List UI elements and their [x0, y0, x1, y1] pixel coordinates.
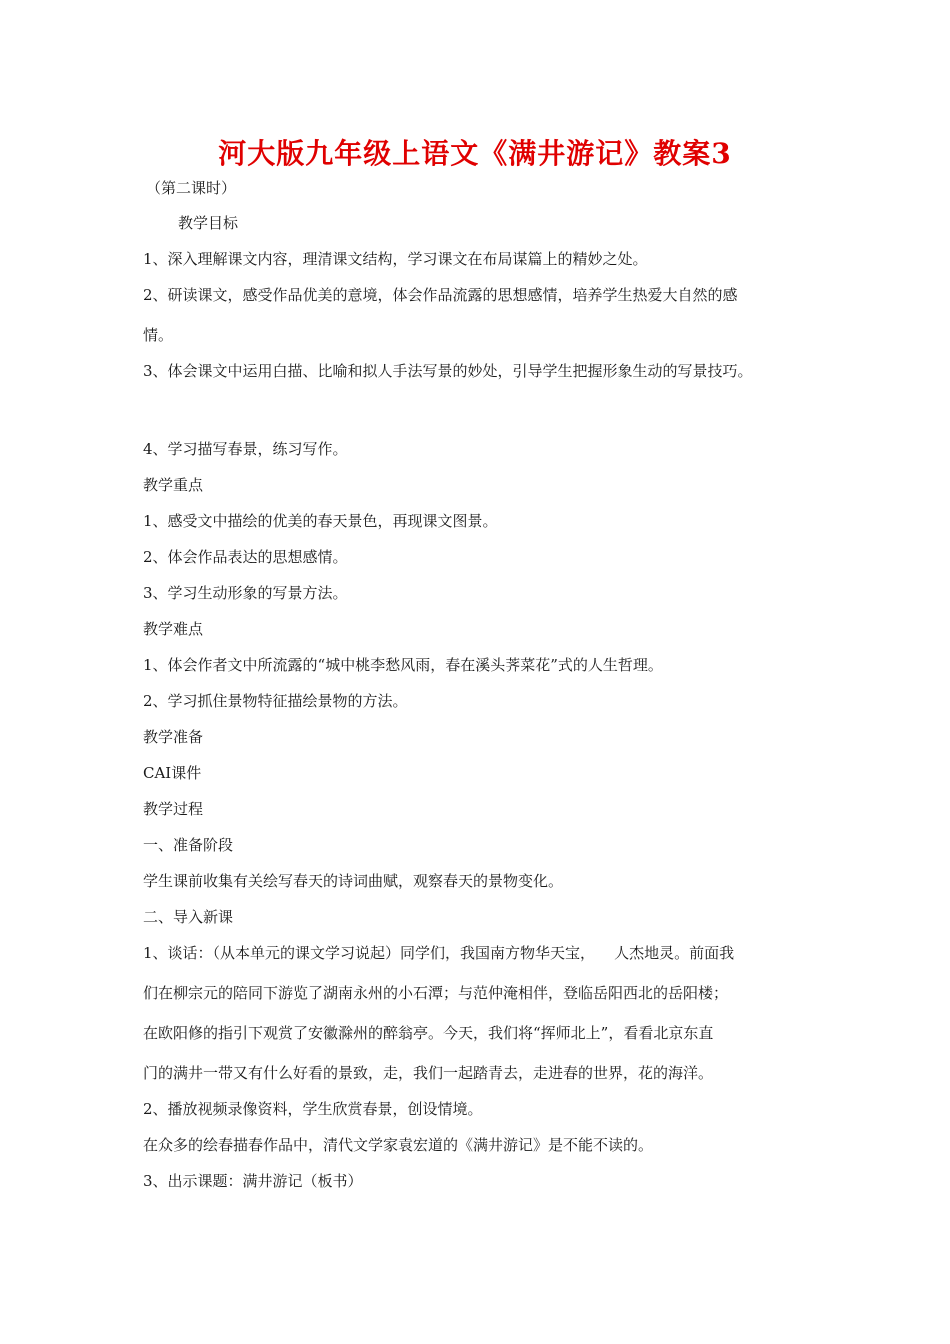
document-title: 河大版九年级上语文《满井游记》教案3 — [218, 137, 732, 170]
stage2-line-1: 1、谈话：（从本单元的课文学习说起）同学们，我国南方物华天宝， 人杰地灵。前面我 — [143, 944, 735, 962]
difficulty-item-1: 1、体会作者文中所流露的“城中桃李愁风雨，春在溪头荠菜花”式的人生哲理。 — [143, 656, 663, 674]
goal-item-2: 2、研读课文，感受作品优美的意境，体会作品流露的思想感情，培养学生热爱大自然的感 — [143, 286, 738, 304]
stage2-line-7: 3、出示课题：满井游记（板书） — [143, 1172, 363, 1190]
key-point-item-2: 2、体会作品表达的思想感情。 — [143, 548, 348, 566]
stage2-line-2: 们在柳宗元的陪同下游览了湖南永州的小石潭；与范仲淹相伴，登临岳阳西北的岳阳楼； — [143, 984, 729, 1002]
stage1-heading: 一、准备阶段 — [143, 836, 234, 854]
preparation-item-1: CAI课件 — [143, 764, 202, 782]
difficulty-item-2: 2、学习抓住景物特征描绘景物的方法。 — [143, 692, 408, 710]
stage2-line-6: 在众多的绘春描春作品中，清代文学家袁宏道的《满井游记》是不能不读的。 — [143, 1136, 654, 1154]
key-point-item-3: 3、学习生动形象的写景方法。 — [143, 584, 348, 602]
stage2-line-3: 在欧阳修的指引下观赏了安徽滁州的醉翁亭。今天，我们将“挥师北上”，看看北京东直 — [143, 1024, 714, 1042]
preparation-heading: 教学准备 — [143, 728, 204, 746]
stage2-line-4: 门的满井一带又有什么好看的景致，走，我们一起踏青去，走进春的世界，花的海洋。 — [143, 1064, 714, 1082]
goal-item-2-cont: 情。 — [143, 326, 174, 344]
key-points-heading: 教学重点 — [143, 476, 204, 494]
stage1-text: 学生课前收集有关绘写春天的诗词曲赋，观察春天的景物变化。 — [143, 872, 564, 890]
process-heading: 教学过程 — [143, 800, 204, 818]
key-point-item-1: 1、感受文中描绘的优美的春天景色，再现课文图景。 — [143, 512, 498, 530]
stage2-line-5: 2、播放视频录像资料，学生欣赏春景，创设情境。 — [143, 1100, 483, 1118]
session-label: （第二课时） — [146, 179, 237, 197]
goal-item-1: 1、深入理解课文内容，理清课文结构，学习课文在布局谋篇上的精妙之处。 — [143, 250, 648, 268]
goal-item-3: 3、体会课文中运用白描、比喻和拟人手法写景的妙处，引导学生把握形象生动的写景技巧。 — [143, 362, 753, 380]
stage2-heading: 二、导入新课 — [143, 908, 234, 926]
goals-heading: 教学目标 — [178, 214, 239, 232]
goal-item-4: 4、学习描写春景，练习写作。 — [143, 440, 348, 458]
difficulties-heading: 教学难点 — [143, 620, 204, 638]
